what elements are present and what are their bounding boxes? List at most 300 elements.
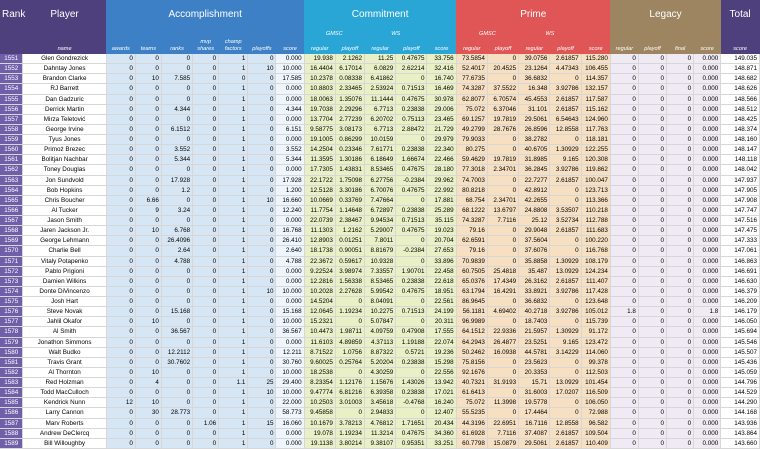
cell-mvp-shares: 0 xyxy=(193,357,219,367)
cell-pri-ws-regular: 40.6705 xyxy=(519,145,550,155)
cell-pri-ws-regular: 23.5251 xyxy=(519,337,550,347)
cell-leg-playoff: 0 xyxy=(638,94,666,104)
table-row[interactable] xyxy=(0,165,760,175)
table-row[interactable] xyxy=(0,378,760,388)
cell-pri-ws-regular: 29.9048 xyxy=(519,226,550,236)
cell-com-score: 18.951 xyxy=(427,286,456,296)
cell-total-score: 146.691 xyxy=(721,266,760,276)
table-row[interactable] xyxy=(0,54,760,64)
cell-com-gmsc-regular: 9.58775 xyxy=(304,124,335,134)
cell-teams: 0 xyxy=(135,114,161,124)
cell-pri-gmsc-playoff: 11.3998 xyxy=(487,398,518,408)
cell-teams: 0 xyxy=(135,256,161,266)
cell-acc-score: 4.344 xyxy=(276,104,304,114)
cell-leg-final: 0 xyxy=(667,185,694,195)
cell-com-ws-regular: 5.07847 xyxy=(365,317,396,327)
cell-mvp-shares: 0 xyxy=(193,378,219,388)
cell-leg-final: 0 xyxy=(667,367,694,377)
cell-pri-gmsc-playoff: 6.37046 xyxy=(487,104,518,114)
cell-leg-final: 0 xyxy=(667,276,694,286)
cell-rank: 1589 xyxy=(0,438,23,448)
cell-mvp-shares: 0 xyxy=(193,64,219,74)
cell-awards: 0 xyxy=(106,307,135,317)
cell-pri-score: 109.504 xyxy=(581,428,610,438)
table-row[interactable] xyxy=(0,438,760,448)
cell-awards: 0 xyxy=(106,438,135,448)
cell-com-ws-regular: 5.99542 xyxy=(365,286,396,296)
cell-pri-gmsc-regular: 70.9839 xyxy=(456,256,487,266)
table-row[interactable] xyxy=(0,327,760,337)
cell-com-gmsc-playoff: 1.2162 xyxy=(335,226,364,236)
cell-leg-score: 0.000 xyxy=(694,124,721,134)
cell-com-score: 17.021 xyxy=(427,388,456,398)
cell-com-gmsc-regular: 8.23354 xyxy=(304,378,335,388)
table-row[interactable] xyxy=(0,216,760,226)
cell-pri-ws-regular: 17.4464 xyxy=(519,408,550,418)
cell-com-ws-playoff: 0.47675 xyxy=(396,226,427,236)
cell-leg-playoff: 0 xyxy=(638,145,666,155)
cell-teams: 0 xyxy=(135,175,161,185)
cell-leg-final: 0 xyxy=(667,94,694,104)
cell-ranks: 0 xyxy=(161,428,192,438)
table-row[interactable] xyxy=(0,337,760,347)
cell-player-name: Brandon Clarke xyxy=(23,74,106,84)
cell-com-ws-playoff: 0.5721 xyxy=(396,347,427,357)
cell-com-gmsc-playoff: 1.35076 xyxy=(335,94,364,104)
cell-pri-ws-regular: 38.2782 xyxy=(519,135,550,145)
cell-leg-score: 0.000 xyxy=(694,155,721,165)
cell-awards: 0 xyxy=(106,195,135,205)
cell-com-ws-regular: 8.53465 xyxy=(365,165,396,175)
cell-mvp-shares: 0 xyxy=(193,135,219,145)
cell-com-gmsc-regular: 18.1738 xyxy=(304,246,335,256)
cell-com-gmsc-playoff: 0.59617 xyxy=(335,256,364,266)
cell-pri-ws-playoff: 2.61857 xyxy=(550,175,581,185)
cell-pri-ws-regular: 18.7403 xyxy=(519,317,550,327)
cell-acc-score: 36.567 xyxy=(276,327,304,337)
cell-total-score: 144.168 xyxy=(721,408,760,418)
commitment-header[interactable]: Commitment xyxy=(304,0,456,30)
cell-champ-factors: 1 xyxy=(219,195,248,205)
cell-leg-final: 0 xyxy=(667,216,694,226)
commitment-subheader-blank xyxy=(427,30,456,39)
cell-leg-playoff: 0 xyxy=(638,438,666,448)
cell-pri-ws-playoff: 0 xyxy=(550,297,581,307)
cell-leg-score: 0.000 xyxy=(694,398,721,408)
cell-player-name: Donte DiVincenzo xyxy=(23,286,106,296)
cell-com-score: 33.896 xyxy=(427,256,456,266)
table-row[interactable] xyxy=(0,84,760,94)
commitment-gmsc-header: GMSC xyxy=(304,30,364,39)
cell-com-ws-regular: 7.47664 xyxy=(365,195,396,205)
cell-pri-gmsc-playoff: 16.4291 xyxy=(487,286,518,296)
cell-com-ws-regular: 6.70076 xyxy=(365,185,396,195)
cell-pri-score: 110.409 xyxy=(581,438,610,448)
cell-player-name: Al Tucker xyxy=(23,205,106,215)
cell-ranks: 0 xyxy=(161,114,192,124)
cell-pri-gmsc-regular: 60.7798 xyxy=(456,438,487,448)
cell-pri-gmsc-regular: 63.1794 xyxy=(456,286,487,296)
table-row[interactable] xyxy=(0,145,760,155)
table-row[interactable] xyxy=(0,266,760,276)
cell-com-ws-playoff: 1.19188 xyxy=(396,337,427,347)
table-row[interactable] xyxy=(0,307,760,317)
cell-champ-factors: 1 xyxy=(219,347,248,357)
cell-pri-gmsc-regular: 79.16 xyxy=(456,246,487,256)
cell-total-score: 148.374 xyxy=(721,124,760,134)
table-row[interactable] xyxy=(0,256,760,266)
table-row[interactable] xyxy=(0,347,760,357)
cell-champ-factors: 1 xyxy=(219,185,248,195)
cell-rank: 1581 xyxy=(0,357,23,367)
cell-acc-score: 1.200 xyxy=(276,185,304,195)
col-pri-gmsc-regular: regular xyxy=(456,39,487,54)
cell-awards: 0 xyxy=(106,236,135,246)
cell-awards: 0 xyxy=(106,327,135,337)
cell-rank: 1563 xyxy=(0,175,23,185)
cell-leg-playoff: 0 xyxy=(638,256,666,266)
cell-leg-score: 0.000 xyxy=(694,205,721,215)
cell-com-ws-playoff: 0 xyxy=(396,236,427,246)
cell-pri-gmsc-regular: 61.6413 xyxy=(456,388,487,398)
cell-pri-gmsc-regular: 62.6591 xyxy=(456,236,487,246)
cell-leg-regular: 0 xyxy=(610,418,638,428)
table-row[interactable] xyxy=(0,276,760,286)
cell-rank: 1565 xyxy=(0,195,23,205)
cell-player-name: Kendrick Nunn xyxy=(23,398,106,408)
table-row[interactable] xyxy=(0,408,760,418)
table-row[interactable] xyxy=(0,236,760,246)
cell-pri-ws-playoff: 13.0929 xyxy=(550,378,581,388)
cell-com-gmsc-regular: 14.5204 xyxy=(304,297,335,307)
cell-acc-score: 10.000 xyxy=(276,388,304,398)
cell-ranks: 4.344 xyxy=(161,104,192,114)
cell-pri-ws-playoff: 0 xyxy=(550,357,581,367)
cell-com-gmsc-regular: 12.0645 xyxy=(304,307,335,317)
cell-leg-final: 0 xyxy=(667,418,694,428)
cell-com-ws-regular: 6.39358 xyxy=(365,388,396,398)
table-row[interactable] xyxy=(0,418,760,428)
table-row[interactable] xyxy=(0,185,760,195)
col-pri-ws-regular: regular xyxy=(519,39,550,54)
cell-leg-score: 0.000 xyxy=(694,54,721,64)
cell-leg-final: 0 xyxy=(667,297,694,307)
cell-com-score: 22.618 xyxy=(427,276,456,286)
cell-com-gmsc-playoff: 1.75098 xyxy=(335,175,364,185)
cell-leg-final: 0 xyxy=(667,256,694,266)
cell-leg-score: 0.000 xyxy=(694,408,721,418)
table-row[interactable] xyxy=(0,297,760,307)
cell-playoffs: 0 xyxy=(248,367,276,377)
cell-total-score: 147.747 xyxy=(721,205,760,215)
cell-player-name: Pablo Prigioni xyxy=(23,266,106,276)
cell-champ-factors: 1 xyxy=(219,428,248,438)
cell-com-gmsc-playoff: 1.0756 xyxy=(335,347,364,357)
cell-pri-score: 117.587 xyxy=(581,94,610,104)
cell-rank: 1572 xyxy=(0,266,23,276)
cell-com-gmsc-regular: 17.7305 xyxy=(304,165,335,175)
legacy-header[interactable]: Legacy xyxy=(610,0,720,30)
cell-com-ws-playoff: 0.71513 xyxy=(396,216,427,226)
cell-com-ws-playoff: 0.47675 xyxy=(396,165,427,175)
cell-leg-playoff: 0 xyxy=(638,216,666,226)
cell-leg-final: 0 xyxy=(667,428,694,438)
cell-leg-final: 0 xyxy=(667,286,694,296)
cell-leg-score: 0.000 xyxy=(694,84,721,94)
cell-champ-factors: 1 xyxy=(219,398,248,408)
cell-awards: 0 xyxy=(106,357,135,367)
cell-leg-final: 0 xyxy=(667,398,694,408)
cell-pri-gmsc-regular: 61.6928 xyxy=(456,428,487,438)
cell-com-ws-regular: 11.3214 xyxy=(365,428,396,438)
cell-pri-gmsc-playoff: 37.5522 xyxy=(487,84,518,94)
cell-teams: 0 xyxy=(135,357,161,367)
cell-com-gmsc-regular: 10.2503 xyxy=(304,398,335,408)
player-subheader-blank xyxy=(23,30,106,39)
cell-pri-ws-regular: 42.8912 xyxy=(519,185,550,195)
cell-pri-score: 108.179 xyxy=(581,256,610,266)
cell-com-ws-regular: 4.09759 xyxy=(365,327,396,337)
cell-pri-score: 112.503 xyxy=(581,367,610,377)
cell-awards: 0 xyxy=(106,205,135,215)
cell-rank: 1553 xyxy=(0,74,23,84)
cell-awards: 0 xyxy=(106,378,135,388)
cell-pri-ws-regular: 31.6003 xyxy=(519,388,550,398)
cell-awards: 0 xyxy=(106,165,135,175)
cell-com-gmsc-regular: 10.1679 xyxy=(304,418,335,428)
cell-pri-ws-playoff: 2.61857 xyxy=(550,276,581,286)
cell-com-ws-playoff: 1.90701 xyxy=(396,266,427,276)
cell-playoffs: 0 xyxy=(248,145,276,155)
cell-pri-score: 115.739 xyxy=(581,317,610,327)
cell-com-gmsc-regular: 10.4473 xyxy=(304,327,335,337)
cell-leg-playoff: 0 xyxy=(638,428,666,438)
rank-header[interactable]: Rank xyxy=(0,0,23,30)
cell-com-ws-regular: 6.7713 xyxy=(365,124,396,134)
cell-pri-ws-playoff: 12.8558 xyxy=(550,418,581,428)
cell-pri-gmsc-playoff: 25.4818 xyxy=(487,266,518,276)
cell-leg-score: 0.000 xyxy=(694,185,721,195)
cell-leg-playoff: 0 xyxy=(638,307,666,317)
total-header[interactable]: Total xyxy=(721,0,760,30)
cell-ranks: 6.1512 xyxy=(161,124,192,134)
cell-pri-score: 111.683 xyxy=(581,226,610,236)
cell-total-score: 145.059 xyxy=(721,367,760,377)
cell-pri-score: 132.157 xyxy=(581,84,610,94)
cell-com-ws-playoff: 0 xyxy=(396,256,427,266)
cell-pri-ws-regular: 29.5061 xyxy=(519,438,550,448)
cell-leg-regular: 0 xyxy=(610,297,638,307)
cell-player-name: Dahntay Jones xyxy=(23,64,106,74)
cell-com-score: 30.978 xyxy=(427,94,456,104)
cell-com-ws-regular: 9.94534 xyxy=(365,216,396,226)
cell-com-gmsc-regular: 19.1138 xyxy=(304,438,335,448)
cell-ranks: 36.567 xyxy=(161,327,192,337)
table-row[interactable] xyxy=(0,205,760,215)
cell-com-gmsc-regular: 22.0739 xyxy=(304,216,335,226)
cell-player-name: Larry Cannon xyxy=(23,408,106,418)
cell-mvp-shares: 0 xyxy=(193,74,219,84)
table-row[interactable] xyxy=(0,246,760,256)
cell-com-gmsc-playoff: 1.56338 xyxy=(335,276,364,286)
cell-playoffs: 0 xyxy=(248,165,276,175)
cell-rank: 1567 xyxy=(0,216,23,226)
cell-mvp-shares: 0 xyxy=(193,185,219,195)
cell-teams: 0 xyxy=(135,388,161,398)
prime-header[interactable]: Prime xyxy=(456,0,610,30)
cell-pri-score: 124.960 xyxy=(581,114,610,124)
cell-playoffs: 0 xyxy=(248,428,276,438)
cell-com-ws-playoff: -0.2384 xyxy=(396,175,427,185)
cell-com-gmsc-playoff: 1.14648 xyxy=(335,205,364,215)
cell-leg-regular: 0 xyxy=(610,408,638,418)
cell-com-ws-playoff: 0.47675 xyxy=(396,185,427,195)
cell-mvp-shares: 0 xyxy=(193,286,219,296)
cell-leg-score: 0.000 xyxy=(694,165,721,175)
cell-pri-ws-regular: 19.5778 xyxy=(519,398,550,408)
cell-leg-score: 0.000 xyxy=(694,94,721,104)
cell-playoffs: 0 xyxy=(248,175,276,185)
cell-total-score: 146.863 xyxy=(721,256,760,266)
cell-com-ws-playoff: 0.23838 xyxy=(396,104,427,114)
cell-leg-playoff: 0 xyxy=(638,205,666,215)
cell-leg-playoff: 0 xyxy=(638,347,666,357)
cell-leg-final: 0 xyxy=(667,135,694,145)
cell-com-ws-playoff: 0 xyxy=(396,135,427,145)
cell-pri-score: 100.220 xyxy=(581,236,610,246)
col-mvp-shares: mvp shares xyxy=(193,39,219,54)
cell-leg-score: 0.000 xyxy=(694,135,721,145)
table-row[interactable] xyxy=(0,74,760,84)
cell-pri-score: 96.582 xyxy=(581,418,610,428)
cell-mvp-shares: 0 xyxy=(193,94,219,104)
cell-com-ws-playoff: 0.23838 xyxy=(396,388,427,398)
table-row[interactable] xyxy=(0,155,760,165)
cell-ranks: 0 xyxy=(161,398,192,408)
cell-total-score: 148.147 xyxy=(721,145,760,155)
cell-pri-gmsc-playoff: 17.4349 xyxy=(487,276,518,286)
cell-player-name: Red Holzman xyxy=(23,378,106,388)
cell-total-score: 143.864 xyxy=(721,428,760,438)
cell-leg-final: 0 xyxy=(667,388,694,398)
accomplishment-header[interactable]: Accomplishment xyxy=(106,0,304,30)
table-row[interactable] xyxy=(0,114,760,124)
table-row[interactable] xyxy=(0,357,760,367)
cell-com-gmsc-regular: 10.8803 xyxy=(304,84,335,94)
cell-teams: 0 xyxy=(135,64,161,74)
table-row[interactable] xyxy=(0,226,760,236)
cell-rank: 1576 xyxy=(0,307,23,317)
cell-teams: 0 xyxy=(135,286,161,296)
table-row[interactable] xyxy=(0,124,760,134)
cell-leg-regular: 0 xyxy=(610,216,638,226)
cell-leg-playoff: 0 xyxy=(638,64,666,74)
cell-playoffs: 0 xyxy=(248,104,276,114)
cell-com-gmsc-playoff: 0 xyxy=(335,317,364,327)
cell-pri-ws-regular: 37.4087 xyxy=(519,428,550,438)
table-row[interactable] xyxy=(0,135,760,145)
table-row[interactable] xyxy=(0,64,760,74)
cell-awards: 0 xyxy=(106,266,135,276)
cell-com-score: 19.236 xyxy=(427,347,456,357)
table-row[interactable] xyxy=(0,388,760,398)
table-row[interactable] xyxy=(0,428,760,438)
cell-pri-gmsc-regular: 75.8156 xyxy=(456,357,487,367)
cell-champ-factors: 1 xyxy=(219,266,248,276)
cell-champ-factors: 1 xyxy=(219,54,248,64)
cell-leg-playoff: 0 xyxy=(638,276,666,286)
cell-pri-gmsc-playoff: 19.7819 xyxy=(487,155,518,165)
cell-total-score: 148.871 xyxy=(721,64,760,74)
cell-mvp-shares: 0 xyxy=(193,195,219,205)
cell-ranks: 0 xyxy=(161,337,192,347)
table-row[interactable] xyxy=(0,398,760,408)
cell-mvp-shares: 0 xyxy=(193,175,219,185)
prime-subheader-blank xyxy=(581,30,610,39)
cell-player-name: Toney Douglas xyxy=(23,165,106,175)
cell-playoffs: 15 xyxy=(248,418,276,428)
cell-leg-final: 0 xyxy=(667,378,694,388)
table-row[interactable] xyxy=(0,317,760,327)
cell-pri-gmsc-regular: 80.8218 xyxy=(456,185,487,195)
table-row[interactable] xyxy=(0,367,760,377)
cell-com-gmsc-playoff: 1.19234 xyxy=(335,307,364,317)
cell-pri-gmsc-playoff: 0 xyxy=(487,135,518,145)
cell-com-ws-regular: 6.0829 xyxy=(365,64,396,74)
cell-pri-gmsc-playoff: 31.9193 xyxy=(487,378,518,388)
cell-teams: 0 xyxy=(135,104,161,114)
cell-champ-factors: 1 xyxy=(219,327,248,337)
cell-com-gmsc-playoff: 6.81216 xyxy=(335,388,364,398)
cell-pri-ws-playoff: 1.30929 xyxy=(550,327,581,337)
cell-com-score: 22.556 xyxy=(427,367,456,377)
cell-leg-regular: 0 xyxy=(610,357,638,367)
cell-rank: 1587 xyxy=(0,418,23,428)
cell-awards: 0 xyxy=(106,388,135,398)
table-row[interactable] xyxy=(0,104,760,114)
cell-pri-ws-regular: 21.5957 xyxy=(519,327,550,337)
cell-leg-regular: 0 xyxy=(610,367,638,377)
cell-leg-final: 0 xyxy=(667,438,694,448)
cell-mvp-shares: 0 xyxy=(193,114,219,124)
cell-player-name: Dan Gadzuric xyxy=(23,94,106,104)
cell-pri-ws-playoff: 3.92786 xyxy=(550,165,581,175)
player-header[interactable]: Player xyxy=(23,0,106,30)
cell-teams: 0 xyxy=(135,216,161,226)
cell-ranks: 0 xyxy=(161,216,192,226)
cell-com-gmsc-regular: 15.2321 xyxy=(304,317,335,327)
cell-pri-gmsc-regular: 52.4017 xyxy=(456,64,487,74)
table-row[interactable] xyxy=(0,195,760,205)
col-pri-gmsc-playoff: playoff xyxy=(487,39,518,54)
table-row[interactable] xyxy=(0,175,760,185)
cell-pri-score: 117.763 xyxy=(581,124,610,134)
cell-pri-gmsc-playoff: 15.0879 xyxy=(487,438,518,448)
cell-com-score: 16.240 xyxy=(427,398,456,408)
table-row[interactable] xyxy=(0,94,760,104)
cell-playoffs: 10 xyxy=(248,64,276,74)
cell-player-name: Marv Roberts xyxy=(23,418,106,428)
col-leg-score: score xyxy=(694,39,721,54)
table-row[interactable] xyxy=(0,286,760,296)
cell-pri-gmsc-regular: 49.2799 xyxy=(456,124,487,134)
cell-pri-ws-playoff: 17.0207 xyxy=(550,388,581,398)
cell-com-score: 22.340 xyxy=(427,145,456,155)
cell-acc-score: 26.410 xyxy=(276,236,304,246)
cell-pri-gmsc-playoff: 0 xyxy=(487,185,518,195)
cell-leg-playoff: 0 xyxy=(638,74,666,84)
cell-total-score: 147.908 xyxy=(721,195,760,205)
